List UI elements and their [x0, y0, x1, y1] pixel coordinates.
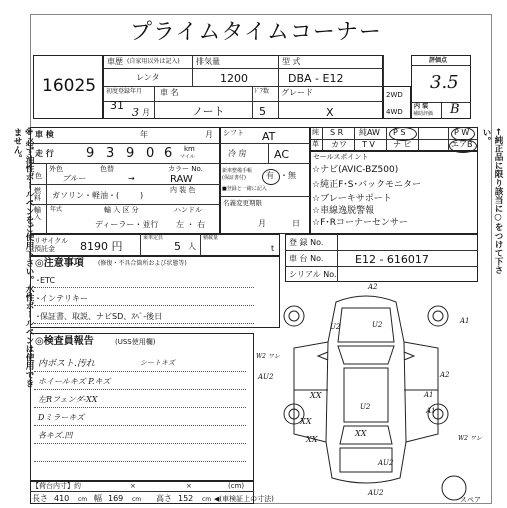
mileage-digit-4: 0	[146, 146, 155, 161]
diag-mark-7: A2	[440, 371, 450, 379]
height-label: 高さ	[156, 494, 172, 503]
shift-label: シフト	[223, 129, 244, 137]
side-note-right: ←純正品に限り該当に○をつけて下さい。	[481, 128, 503, 275]
first-reg-month: 3	[132, 106, 139, 119]
spare-label: スペア	[460, 496, 481, 504]
side-note-left: ※必ず油性ボールペンをご使用下さい。水性ボールペンは使用できません。	[12, 128, 34, 388]
equip-r1-2: 純AW	[359, 128, 380, 137]
equip-r1-4: P W	[454, 128, 470, 137]
warranty-label: 新車整備手帳(保証書付)	[222, 168, 253, 181]
equip-r2-2: T V	[362, 140, 375, 149]
diag-mark-4: U2	[330, 323, 341, 331]
drive-4wd: 4WD	[386, 108, 403, 116]
equip-r1-1: S R	[330, 128, 344, 137]
length-value: 410	[54, 494, 70, 503]
car-diagram	[254, 282, 478, 504]
diag-mark-8: XX	[310, 391, 322, 400]
reg-no-label: 登 録 No.	[289, 238, 324, 247]
equip-r2-3: ナ ビ	[393, 140, 412, 149]
sellpoints-label: セールスポイント	[313, 153, 369, 161]
mileage-digit-5: 6	[164, 146, 173, 161]
cargo-x2: ×	[186, 482, 192, 490]
notes-sub: (修復・不具合箇所および状態等)	[98, 260, 187, 267]
score-value: 3.5	[430, 72, 459, 93]
inspector-line-5: 各キズ.凹	[38, 431, 73, 440]
interior-color-label: 内 装 色	[170, 186, 196, 194]
diag-mark-1: A2	[368, 283, 378, 291]
shaken-month: 月	[205, 130, 213, 139]
aircon-label: 冷 房	[228, 149, 247, 158]
color-mark: 色替	[100, 165, 114, 173]
fuel-close: )	[140, 191, 144, 200]
drive-2wd: 2WD	[386, 91, 403, 99]
width-value: 169	[108, 494, 124, 503]
cargo-cm: (cm)	[228, 482, 245, 490]
name-label: 車 名	[160, 88, 179, 97]
warranty-no: ・無	[280, 171, 296, 180]
history-value: レンタ	[136, 73, 160, 82]
mileage-digit-2: 3	[106, 146, 115, 161]
color-no-value: RAW	[170, 174, 193, 185]
diag-mark-5: W2 ワレ	[256, 353, 280, 360]
mileage-digit-1: 9	[86, 146, 95, 161]
diag-mark-14: XX	[355, 429, 367, 438]
interior-score-sub: 補助評価	[413, 111, 434, 117]
notes-label: ◎注意事項	[35, 258, 84, 269]
import-route-label: 輸 入 区 分	[104, 206, 139, 214]
model-label: 型 式	[282, 57, 301, 66]
first-reg-label: 初度登録年月	[106, 88, 143, 95]
color-label2: 色	[35, 172, 42, 180]
grade-value: X	[326, 106, 334, 119]
capacity-value: 5	[174, 240, 181, 253]
height-value: 152	[178, 494, 194, 503]
handle-value: 左 ・ 右	[176, 220, 206, 229]
shaken-label: 車 検	[35, 130, 54, 139]
note-3: ･保証書、取説、ナビSD、ｽﾍﾟ-後日	[36, 312, 163, 321]
doors-value: 5	[259, 105, 266, 118]
diag-mark-3: A1	[460, 317, 470, 325]
first-reg-year: 31	[110, 99, 124, 112]
diag-mark-10: XX	[306, 435, 318, 444]
inspector-line-2: ホイールキズ P.キズ	[38, 377, 111, 386]
equip-r2-0: 革	[312, 140, 319, 148]
cargo-note: ◀(車検証上の寸法)	[214, 495, 274, 503]
interior-score-label: 内 装	[414, 103, 429, 110]
sellpoint-2: ☆純正F･S･バックモニター	[312, 180, 421, 190]
displacement-value: 1200	[220, 72, 248, 85]
fuel-label: 燃料	[34, 187, 41, 202]
sellpoint-5: ☆F･Rコーナーセンサー	[312, 218, 408, 228]
capacity-unit: 人	[188, 242, 196, 251]
shift-value: AT	[262, 130, 276, 143]
equip-r1-0: 純	[312, 128, 319, 136]
interior-score-value: B	[450, 102, 460, 117]
model-value: DBA - E12	[288, 72, 344, 85]
sellpoint-4: ☆車線逸脱警報	[312, 206, 375, 216]
width-unit: cm	[132, 496, 142, 503]
equip-ps-circle	[389, 127, 417, 141]
handle-label: ハンドル	[174, 206, 202, 214]
score-label: 評価点	[429, 57, 448, 64]
fuel-value: ガソリン・軽油・(	[52, 191, 120, 200]
mileage-label: 走 行	[35, 149, 54, 158]
warranty-note: ■登録と一緒に記入	[222, 186, 267, 192]
recycle-label: リサイクル預託金	[34, 237, 69, 254]
diag-mark-17: AU2	[368, 489, 384, 497]
color-arrow: →	[128, 174, 135, 183]
inspector-line-1: 内ボスト.汚れ	[38, 359, 95, 369]
load-label: 積載量	[203, 235, 219, 241]
history-label: 車歴	[107, 57, 123, 66]
inspector-extra: シートキズ	[140, 359, 175, 367]
note-2: ･インテリキー	[36, 294, 88, 303]
inspector-label: ◎検査員報告	[35, 336, 94, 347]
load-unit: t	[271, 244, 275, 253]
import-route-value: ディーラー・並行	[95, 220, 159, 229]
sheet-title: プライムタイムコーナー	[130, 20, 382, 45]
inspector-line-3: 左Rフェンダ-XX	[38, 395, 98, 404]
diag-mark-12: A1	[426, 407, 436, 415]
diag-mark-13: U2	[360, 403, 371, 411]
inspector-line-4: Dミラーキズ	[38, 413, 85, 422]
displacement-label: 排気量	[196, 57, 220, 66]
inspector-sub: (USS使用欄)	[115, 338, 156, 346]
equip-r2-1: カワ	[331, 140, 347, 149]
diag-mark-11: A1	[424, 391, 434, 399]
year-label: 年式	[50, 206, 63, 213]
history-note: (自家用以外は記入)	[127, 58, 180, 65]
color-no-label: カラー No.	[168, 165, 203, 173]
color-label: 外色	[49, 165, 63, 173]
name-change-label: 名義変更期限	[223, 199, 262, 207]
doors-label: ﾄﾞｱ数	[254, 88, 270, 95]
diag-mark-16: AU2	[378, 459, 394, 467]
diag-mark-2: U2	[372, 321, 383, 329]
serial-label: シリアル No.	[289, 270, 337, 279]
month-unit: 月	[142, 108, 150, 117]
equip-r1-3: P S	[393, 128, 406, 137]
name-change-day: 日	[292, 219, 300, 228]
grade-label: グレード	[281, 88, 313, 97]
mileage-digit-3: 9	[126, 146, 135, 161]
diag-mark-15: W2 ワレ	[458, 435, 482, 442]
length-label: 長さ	[32, 494, 48, 503]
sellpoint-3: ☆ブレーキサポート	[312, 194, 392, 204]
name-change-month: 月	[258, 219, 266, 228]
warranty-yes: 有	[266, 171, 274, 180]
mileage-unit-mile: マイル	[180, 154, 195, 160]
diag-mark-9: XX	[300, 417, 312, 426]
capacity-label: 乗車定員	[143, 235, 164, 241]
aircon-value: AC	[274, 148, 290, 161]
recycle-value: 8190 円	[80, 240, 123, 253]
mileage-unit-km: km	[184, 145, 195, 153]
chassis-value: E12 - 616017	[355, 253, 429, 266]
color-value: ブルー	[62, 174, 86, 183]
shaken-year: 年	[140, 130, 148, 139]
cargo-label: 【荷台内寸】約	[32, 482, 81, 490]
cargo-x1: ×	[130, 482, 136, 490]
sellpoint-1: ☆ナビ(AVIC-BZ500)	[312, 165, 399, 175]
equip-r2-4: エアB	[451, 140, 473, 149]
import-label: 輸入	[34, 206, 41, 221]
chassis-label: 車 台 No.	[289, 254, 324, 263]
length-unit: cm	[78, 496, 88, 503]
note-1: ･ETC	[36, 276, 56, 285]
height-unit: cm	[202, 496, 212, 503]
lot-number: 16025	[42, 76, 97, 96]
width-label: 幅	[94, 494, 102, 503]
diag-mark-6: AU2	[258, 373, 274, 381]
name-value: ノート	[192, 105, 225, 118]
